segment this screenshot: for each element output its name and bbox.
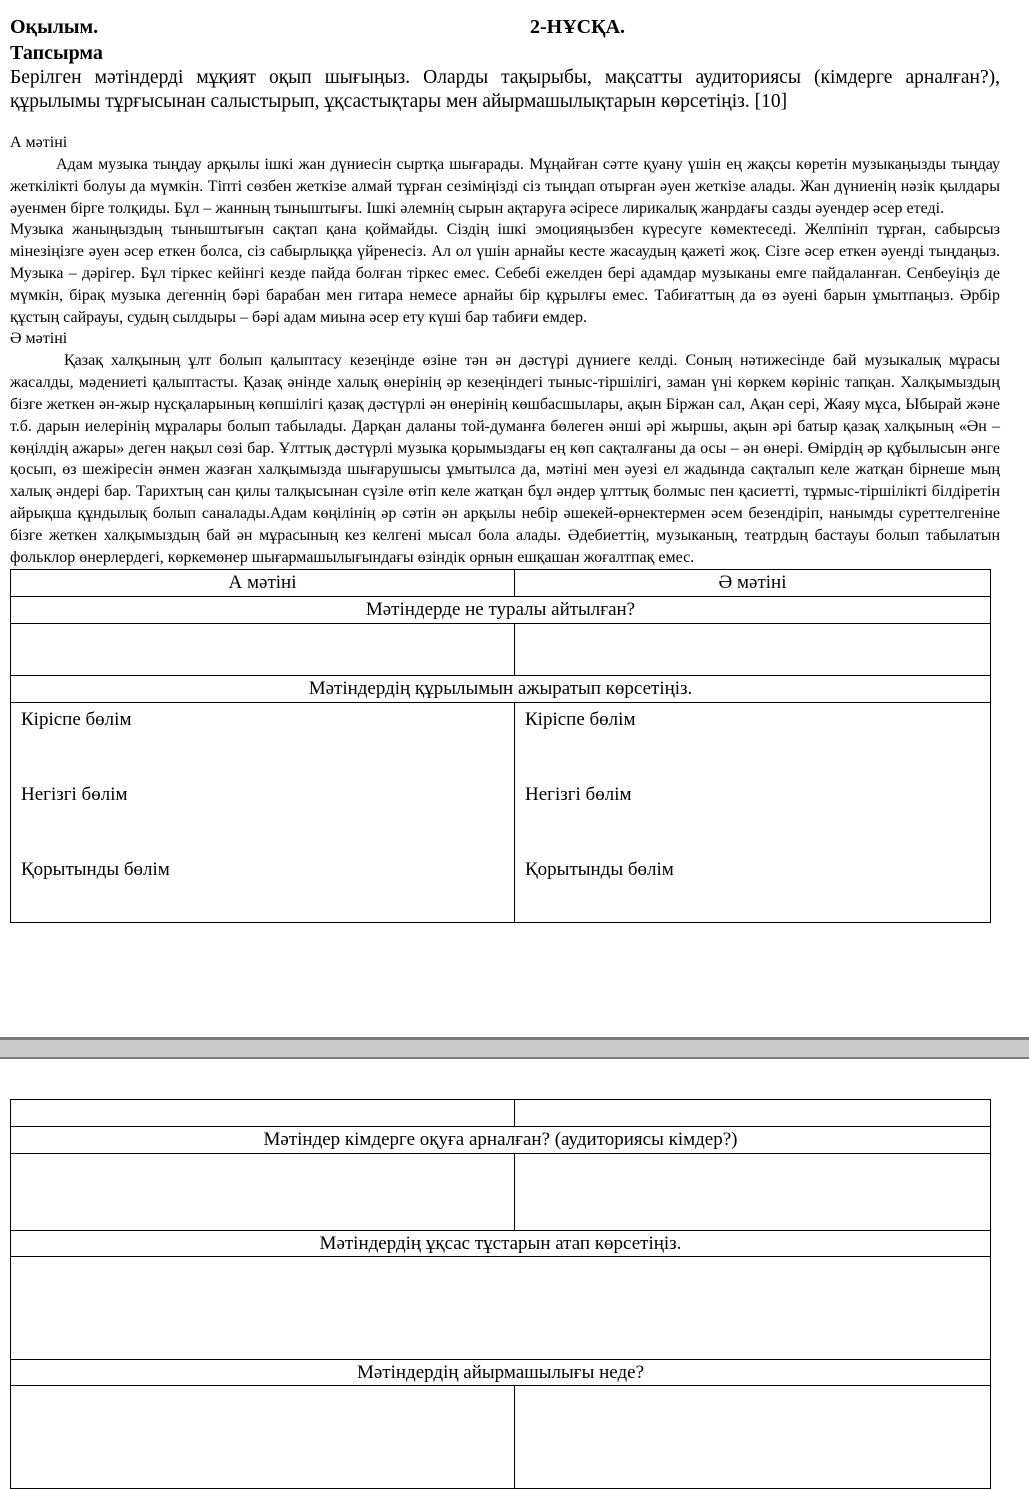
main-part-label: Негізгі бөлім <box>21 784 128 806</box>
answer-audience-b[interactable] <box>515 1154 991 1231</box>
page-separator <box>0 1037 1029 1059</box>
answer-row-similar <box>11 1257 991 1360</box>
question-row-similar <box>11 1231 991 1257</box>
intro-part-label: Кіріспе бөлім <box>525 709 636 731</box>
task-instructions: Берілген мәтіндерді мұқият оқып шығыңыз. Оларды тақырыбы, мақсатты аудиториясы (кімдерге арналған?), құрылымы тұрғысынан салыстырып, ұқсастықтары мен айырмашылықтарын көрсетіңіз. [10] <box>10 67 1000 112</box>
text-b-label: Ә мәтіні <box>10 330 68 348</box>
worksheet-page-2 <box>10 1099 991 1489</box>
text-a-label: А мәтіні <box>10 134 68 151</box>
text-b-paragraph: Қазақ халқының ұлт болып қалыптасу кезеңінде өзіне тән ән дәстүрі дүниеге келді. Соның нәтижесінде бай музыкалық мұрасы жасалды, мәдениеті қалыптасты. Қазақ әнінде халық өнерінің әр кезеңіндегі тыныс-тіршілігі, заман үні көркем көрініс тапқан. Халқымыздың бізге жеткен ән-жыр нұсқаларының көпшілігі қазақ дәстүрлі ән өнерінің көшбасшылары, ақын Біржан сал, Ақан сері, Жаяу мұса, Ыбырай және т.б. дарын иелерінің мұралары болып табылады. Дарқан даланы той-думанға бөлеген әнші әрі жыршы, ақын әрі батыр қазақ халқының «Ән – көңілдің ажары» деген нақыл сөзі бар. Ұлттық дәстүрлі музыка қорымыздағы ең көп сақталғаны да осы – ән өнері. Өмірдің әр құбылысын әнге қосып, өз шежіресін әнмен жазған халқымызда шығарушысы ұмытылса да, мәтіні мен әуезі ел жадында сақталып келе жатқан бірнеше мың халық әндері бар. Тарихтың сан қилы талқысынан сүзіле өтіп келе жатқан бұл әндер ұлттық болмыс пен қасиетті, тұрмыс-тіршілікті білдіретін айрықша құндылық болып саналады.Адам көңілінің әр сәтін ән арқылы небір әшекей-өрнектермен әсем безендіріп, нанымды суреттелгеніне бізге жеткен халқымыздың бай ән мұрасының кез келгені мысал бола алады. Әдебиеттің, музыканың, театрдың бастауы болып табылатын фольклор өнерлердегі, көркемөнер шығармашылығындағы өзіндік орнын ешқашан жоғалтпақ емес. <box>10 352 1000 566</box>
answer-row-diff <box>11 1386 991 1489</box>
answer-diff-b[interactable] <box>515 1386 991 1489</box>
question-topic: Мәтіндерде не туралы айтылған? <box>11 597 991 624</box>
task-title: Тапсырма <box>10 42 103 64</box>
answer-diff-a[interactable] <box>11 1386 515 1489</box>
question-diff: Мәтіндердің айырмашылығы неде? <box>11 1360 991 1386</box>
question-row-structure <box>11 676 991 703</box>
answer-topic-b[interactable] <box>515 624 991 676</box>
question-structure: Мәтіндердің құрылымын ажыратып көрсетіңіз. <box>11 676 991 703</box>
blank-cell-b[interactable] <box>515 1100 991 1127</box>
question-row-diff <box>11 1360 991 1386</box>
worksheet-header <box>10 14 1000 40</box>
question-row-audience <box>11 1127 991 1154</box>
question-row-topic <box>11 597 991 624</box>
answer-row-audience <box>11 1154 991 1231</box>
answer-row-structure <box>11 703 991 923</box>
text-a-paragraph-2: Музыка жаныңыздың тыныштығын сақтап қана қоймайды. Сіздің ішкі эмоцияңызбен күресуге көмектеседі. Желпініп тұрған, сабырсыз мінезіңізге әуен әсер еткен болса, сіз сабырлыққа үйренесіз. Ал ол үшін арнайы кесте жасаудың қажеті жоқ. Сізге әсер еткен әуенді тыңдаңыз. Музыка – дәрігер. Бұл тіркес кейінгі кезде пайда болған тіркес емес. Себебі ежелден бері адамдар музыканы емге пайдаланған. Сенбеуіңіз де мүмкін, бірақ музыка дегеннің бәрі барабан мен гитара немесе арнайы бір құрылғы емес. Табиғаттың да өз әуені барын ұмытпаңыз. Әрбір құстың сайрауы, судың сылдыры – бәрі адам миына әсер ету күші бар табиғи емдер. <box>10 221 1000 326</box>
blank-cell-a[interactable] <box>11 1100 515 1127</box>
answer-audience-a[interactable] <box>11 1154 515 1231</box>
question-similar: Мәтіндердің ұқсас тұстарын атап көрсетіңіз. <box>11 1231 991 1257</box>
comparison-table-2 <box>10 1099 991 1489</box>
main-part-label: Негізгі бөлім <box>525 784 632 806</box>
conclusion-part-label: Қорытынды бөлім <box>21 859 170 881</box>
subject-label: Оқылым. <box>10 16 99 38</box>
answer-topic-a[interactable] <box>11 624 515 676</box>
question-audience: Мәтіндер кімдерге оқуға арналған? (аудиториясы кімдер?) <box>11 1127 991 1154</box>
answer-row-topic <box>11 624 991 676</box>
col-header-text-b: Ә мәтіні <box>515 570 991 597</box>
answer-similar[interactable] <box>11 1257 991 1360</box>
structure-cell-b[interactable] <box>515 703 991 923</box>
conclusion-part-label: Қорытынды бөлім <box>525 859 674 881</box>
worksheet-page-1 <box>10 14 1000 923</box>
blank-row <box>11 1100 991 1127</box>
text-a-paragraph-1: Адам музыка тыңдау арқылы ішкі жан дүниесін сыртқа шығарады. Мұңайған сәтте қуану үшін ең жақсы көретін музыкаңызды тыңдау жеткілікті болуы да мүмкін. Тіпті сөзбен жеткізе алмай тұрған сезіміңізді сіз тыңдап отырған әуен жеткізе алады. Жан дүниенің нәзік қылдары әуенмен бірге толқиды. Бұл – жанның тыныштығы. Ішкі әлемнің сырын ақтаруға әсіресе лирикалық жанрдағы сазды әуендер әсер етеді. <box>10 156 1000 217</box>
variant-label: 2-НҰСҚА. <box>530 16 626 38</box>
structure-cell-a[interactable] <box>11 703 515 923</box>
table-header-row <box>11 570 991 597</box>
intro-part-label: Кіріспе бөлім <box>21 709 132 731</box>
col-header-text-a: А мәтіні <box>11 570 515 597</box>
comparison-table-1 <box>10 569 991 923</box>
